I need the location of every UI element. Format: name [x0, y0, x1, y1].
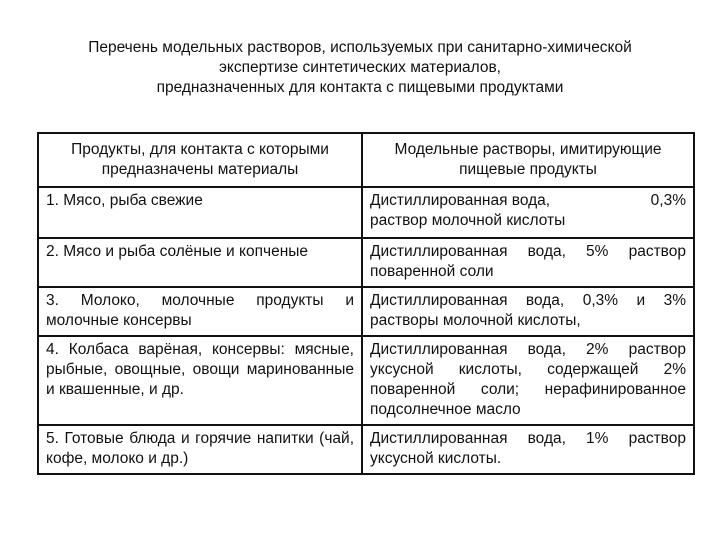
solution-cell: Дистиллированная вода, 5% раствор поваренной соли — [362, 238, 694, 287]
title-line-1: Перечень модельных растворов, используемых при санитарно-химической — [88, 39, 632, 56]
table-row — [38, 336, 694, 425]
table-row — [38, 187, 694, 238]
product-cell: 3. Молоко, молочные продукты и молочные консервы — [38, 287, 362, 336]
solution-text: раствор молочной кислоты — [370, 212, 566, 229]
product-cell: 2. Мясо и рыба солёные и копченые — [38, 238, 362, 287]
product-cell: 4. Колбаса варёная, консервы: мясные, рыбные, овощные, овощи маринованные и квашенные, и др. — [38, 336, 362, 425]
solution-cell: Дистиллированная вода, 0,3% и 3% растворы молочной кислоты, — [362, 287, 694, 336]
solution-cell: Дистиллированная вода, 1% раствор уксусной кислоты. — [362, 425, 694, 474]
table-row — [38, 425, 694, 474]
title-line-3: предназначенных для контакта с пищевыми продуктами — [156, 79, 564, 96]
table-row — [38, 287, 694, 336]
model-solutions-table — [37, 132, 695, 475]
solution-text: 0,3% — [650, 192, 686, 209]
table-header-row — [38, 133, 694, 187]
solution-text: Дистиллированная вода, — [370, 192, 551, 209]
header-solutions: Модельные растворы, имитирующие пищевые продукты — [362, 133, 694, 187]
header-products: Продукты, для контакта с которыми предназначены материалы — [38, 133, 362, 187]
solution-cell — [362, 187, 694, 238]
product-cell: 1. Мясо, рыба свежие — [38, 187, 362, 238]
document-title — [30, 38, 690, 98]
product-cell: 5. Готовые блюда и горячие напитки (чай, кофе, молоко и др.) — [38, 425, 362, 474]
title-line-2: экспертизе синтетических материалов, — [219, 59, 501, 76]
solution-cell: Дистиллированная вода, 2% раствор уксусной кислоты, содержащей 2% поваренной соли; нерафинированное подсолнечное масло — [362, 336, 694, 425]
table-row — [38, 238, 694, 287]
